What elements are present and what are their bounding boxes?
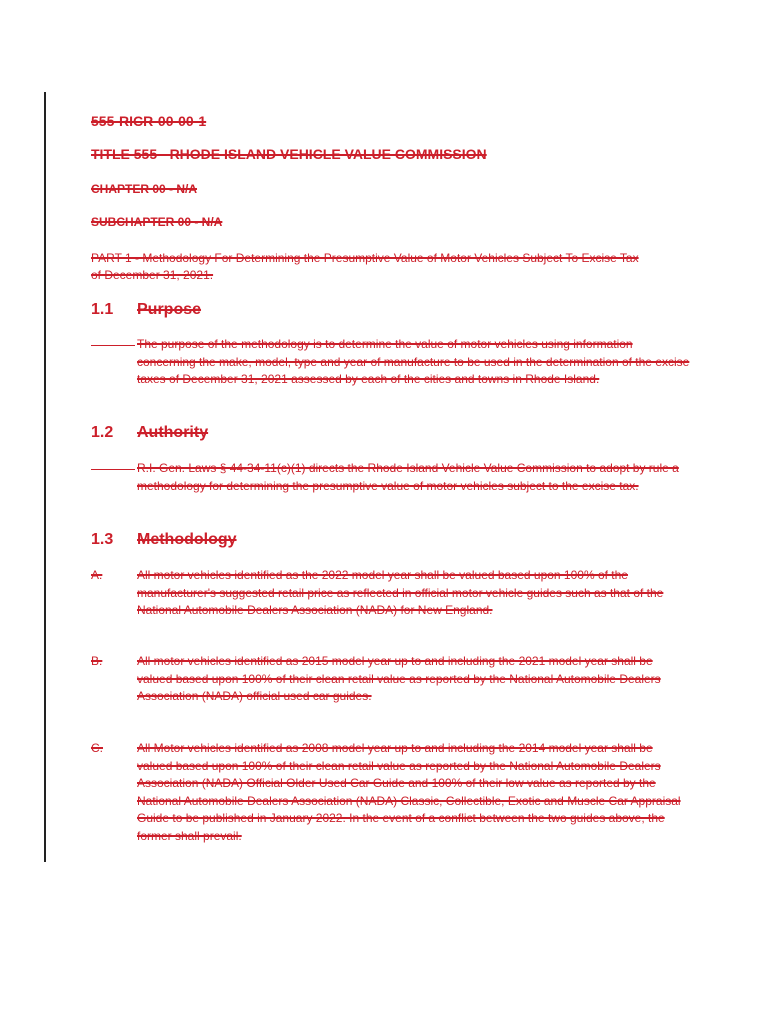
- list-item-label: A.: [91, 568, 103, 582]
- section-methodology-heading: [91, 531, 237, 549]
- section-number: 1.1: [91, 301, 114, 318]
- list-item: [91, 740, 691, 845]
- subchapter-heading: SUBCHAPTER 00 - N/A: [91, 215, 223, 229]
- regulation-title: TITLE 555 - RHODE ISLAND VEHICLE VALUE COMMISSION: [91, 146, 487, 162]
- list-item-label: B.: [91, 654, 103, 668]
- paragraph-text: R.I. Gen. Laws § 44-34-11(c)(1) directs the Rhode Island Vehicle Value Commission to adopt by rule a methodology for determining the presumptive value of motor vehicles subject to the excise tax.: [137, 461, 679, 493]
- deleted-indent-marker: [91, 336, 135, 346]
- list-item: [91, 567, 691, 620]
- section-number: 1.2: [91, 424, 114, 441]
- section-title: Methodology: [137, 531, 237, 548]
- regulation-code: 555-RICR-00-00-1: [91, 113, 207, 129]
- list-item-text: All motor vehicles identified as 2015 model year up to and including the 2021 model year shall be valued based upon 100% of their clean retail value as reported by the National Automobile Dealers Association (NADA) official used car guides.: [137, 654, 661, 703]
- section-purpose-paragraph: [91, 336, 691, 389]
- list-item-label: C.: [91, 741, 103, 755]
- section-authority-paragraph: [91, 460, 691, 495]
- list-item: [91, 653, 691, 706]
- section-purpose-heading: [91, 301, 201, 319]
- section-number: 1.3: [91, 531, 114, 548]
- deleted-indent-marker: [91, 460, 135, 470]
- chapter-heading: CHAPTER 00 - N/A: [91, 182, 198, 196]
- section-title: Authority: [137, 424, 209, 441]
- list-item-text: All motor vehicles identified as the 2022 model year shall be valued based upon 100% of the manufacturer's suggested retail price as reflected in official motor vehicle guides such as that of the National Automobile Dealers Association (NADA) for New England.: [137, 568, 664, 617]
- section-title: Purpose: [137, 301, 202, 318]
- paragraph-text: The purpose of the methodology is to determine the value of motor vehicles using information concerning the make, model, type and year of manufacture to be used in the determination of the excise taxes of December 31, 2021 assessed by each of the cities and towns in Rhode Island.: [137, 337, 690, 386]
- section-authority-heading: [91, 424, 208, 442]
- list-item-text: All Motor vehicles identified as 2008 model year up to and including the 2014 model year shall be valued based upon 100% of their clean retail value as reported by the National Automobile Dealers Association (NADA) Official Older Used Car Guide and 100% of their low value as reported by the National Automobile Dealers Association (NADA) Classic, Collectible, Exotic and Muscle Car Appraisal Guide to be published in January 2022. In the event of a conflict between the two guides above, the former shall prevail.: [137, 741, 681, 843]
- part-heading: PART 1 - Methodology For Determining the Presumptive Value of Motor Vehicles Subject To Excise Tax of December 31, 2021.: [91, 251, 639, 282]
- revision-change-bar: [44, 92, 46, 862]
